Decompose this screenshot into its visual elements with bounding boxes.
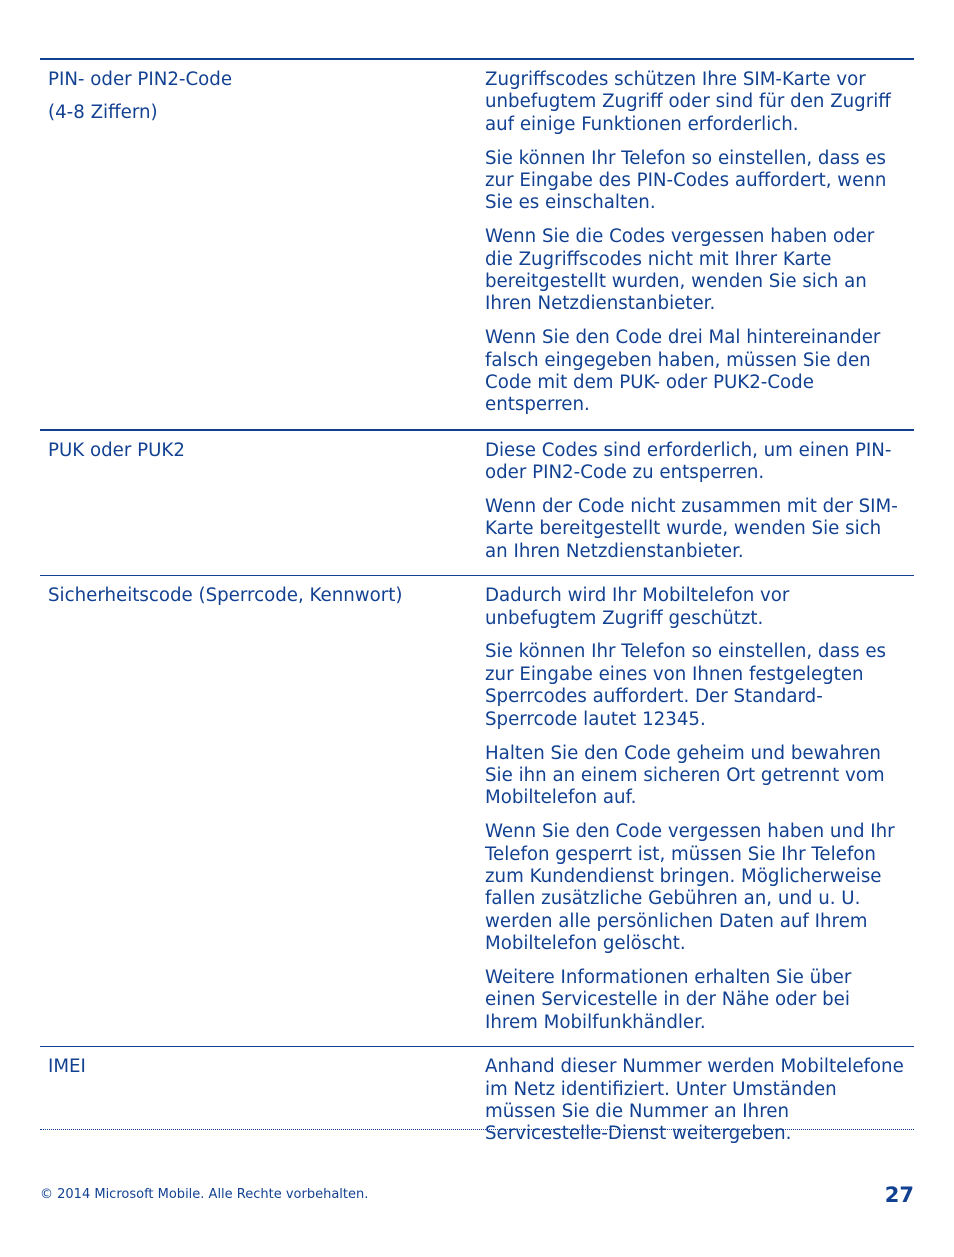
copyright-notice: © 2014 Microsoft Mobile. Alle Rechte vorbehalten. [40,1187,369,1202]
codes-table [40,58,914,1158]
code-name: PIN- oder PIN2-Code [48,69,233,90]
code-description-cell [477,60,914,429]
table-row [40,575,914,1046]
description-paragraph: Zugriffscodes schützen Ihre SIM-Karte vor unbefugtem Zugriff oder sind für den Zugriff auf einige Funktionen erforderlich. [485,69,891,135]
code-name-cell [40,1047,477,1158]
description-paragraph: Sie können Ihr Telefon so einstellen, dass es zur Eingabe eines von Ihnen festgelegten Sperrcodes auffordert. Der Standard-Sperrcode lautet 12345. [485,641,886,730]
table-row [40,1046,914,1158]
code-name: PUK oder PUK2 [48,439,185,461]
description-paragraph: Wenn Sie den Code drei Mal hintereinander falsch eingegeben haben, müssen Sie den Code mit dem PUK- oder PUK2-Code entsperren. [485,327,881,416]
description-paragraph: Anhand dieser Nummer werden Mobiltelefone im Netz identifiziert. Unter Umständen müssen Sie die Nummer an Ihren Servicestelle-Dienst weitergeben. [485,1056,904,1145]
code-description-cell [477,576,914,1046]
table-row [40,429,914,575]
description-paragraph: Diese Codes sind erforderlich, um einen PIN- oder PIN2-Code zu entsperren. [485,439,892,484]
description-paragraph: Sie können Ihr Telefon so einstellen, dass es zur Eingabe des PIN-Codes auffordert, wenn Sie es einschalten. [485,147,887,214]
description-paragraph: Wenn Sie den Code vergessen haben und Ihr Telefon gesperrt ist, müssen Sie Ihr Telefon zum Kundendienst bringen. Möglicherweise fallen zusätzliche Gebühren an, und u. U. werden alle persönlichen Daten auf Ihrem Mobiltelefon gelöscht. [485,821,895,955]
description-paragraph: Dadurch wird Ihr Mobiltelefon vor unbefugtem Zugriff geschützt. [485,585,790,629]
description-paragraph: Wenn Sie die Codes vergessen haben oder die Zugriffscodes nicht mit Ihrer Karte bereitgestellt wurden, wenden Sie sich an Ihren Netzdienstanbieter. [485,226,875,315]
table-end-divider [40,1129,914,1130]
table-row [40,58,914,429]
description-paragraph: Weitere Informationen erhalten Sie über einen Servicestelle in der Nähe oder bei Ihrem Mobilfunkhändler. [485,966,852,1033]
description-paragraph: Halten Sie den Code geheim und bewahren Sie ihn an einem sicheren Ort getrennt vom Mobiltelefon auf. [485,742,885,809]
page-number: 27 [884,1183,914,1207]
code-name-cell [40,431,477,575]
code-name-detail: (4-8 Ziffern) [48,102,158,123]
code-description-cell [477,1047,914,1158]
code-name-cell [40,60,477,429]
code-name-cell [40,576,477,1046]
description-paragraph: Wenn der Code nicht zusammen mit der SIM-Karte bereitgestellt wurde, wenden Sie sich an Ihren Netzdienstanbieter. [485,496,898,562]
code-description-cell [477,431,914,575]
code-name: IMEI [48,1056,86,1078]
code-name: Sicherheitscode (Sperrcode, Kennwort) [48,585,403,607]
